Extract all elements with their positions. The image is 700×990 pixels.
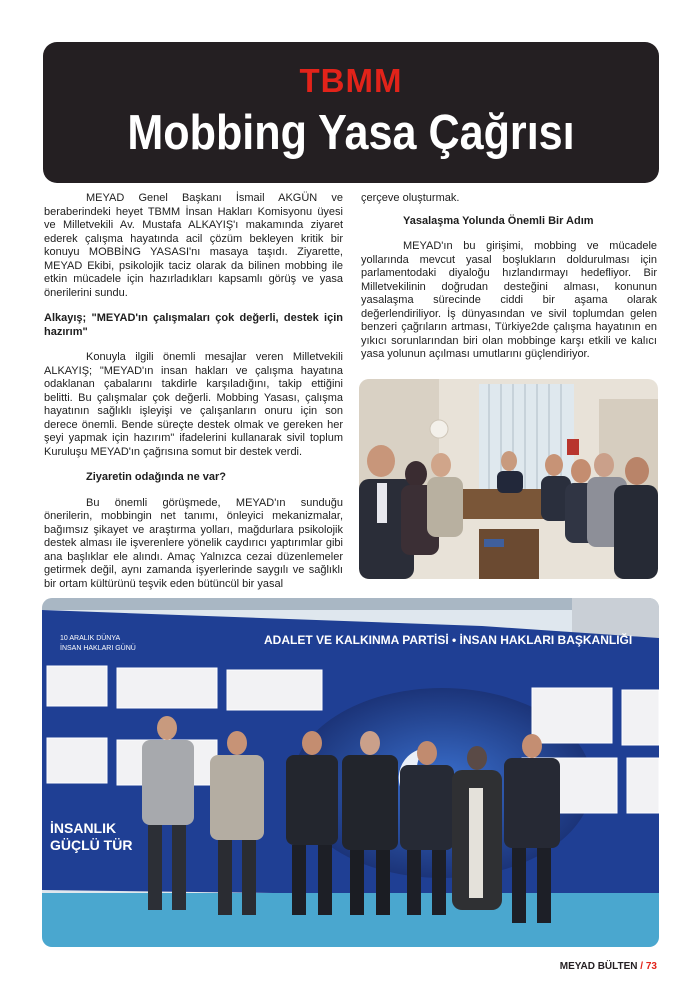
- alkayis-paragraph: Konuyla ilgili önemli mesajlar veren Milletvekili ALKAYIŞ; "MEYAD'ın insan hakları ve çalışma hayatına odaklanan çabalarını takdirle karşıladığını, takip ettiğini belitti. Bu çalışmalar çok değerli. Mobbing Yasası, çalışma hayatının sağlıklı işleyişi ve çalışanların onuru için son derece önemli. Bende süreçte destek olmak ve gereken her şeyi yapmak için hazırım" ifadelerini kullanarak sivil toplum Kuruluşu MEYAD'ın çağrısına somut bir destek verdi.: [44, 351, 343, 458]
- banner-title: ADALET VE KALKINMA PARTİSİ • İNSAN HAKLARI BAŞKANLIĞI: [264, 633, 633, 647]
- banner-slogan-1: İNSANLIK: [50, 820, 117, 836]
- banner-day-line: İNSAN HAKLARI GÜNÜ: [60, 645, 136, 652]
- banner-slogan-2: GÜÇLÜ TÜR: [50, 837, 133, 853]
- subheading-legislation: Yasalaşma Yolunda Önemli Bir Adım: [403, 214, 594, 227]
- meeting-photo: [359, 379, 658, 579]
- subheading-focus: Ziyaretin odağında ne var?: [86, 471, 226, 483]
- right-column: [361, 192, 657, 362]
- group-photo: [42, 598, 659, 947]
- section-kicker: TBMM: [299, 62, 403, 99]
- publication-name: MEYAD BÜLTEN: [559, 961, 638, 972]
- footer-separator: /: [637, 961, 646, 972]
- left-column: [44, 192, 343, 591]
- page-number: 73: [645, 961, 657, 972]
- article-header: [43, 42, 659, 183]
- subheading-alkayis: Alkayış; "MEYAD'ın çalışmaları çok değerli, destek için hazırım": [44, 312, 343, 338]
- banner-date-line: 10 ARALIK DÜNYA: [60, 635, 121, 642]
- legislation-paragraph: MEYAD'ın bu girişimi, mobbing ve mücadele yollarında mevcut yasal boşlukların doldurulması için parlamentodaki diyaloğu hızlandırmayı hedefliyor. Bir Milletvekilinin doğrudan desteğini alması, konunun yasalaşma sürecinde ciddi bir aşama olarak değerlendiriliyor. İş dünyasından ve sivil toplumdan gelen benzeri çağrıların artması, Türkiye2de çalışma hayatının en yıkıcı sorunlarından biri olan mobbinge karşı etkili ve kalıcı yasa yolunun açılması umutlarını güçlendiriyor.: [361, 240, 657, 360]
- focus-paragraph: Bu önemli görüşmede, MEYAD'ın sunduğu önerilerin, mobbingin net tanımı, önleyici mekanizmalar, bağımsız şikayet ve araştırma yolları, mağdurlara psikolojik destek alması ile işverenlere yönelik caydırıcı yaptırımlar gibi ana başlıklar ele alındı. Amaç Yalnızca cezai düzenlemeler getirmek değil, aynı zamanda işyerlerinde saygılı ve sağlıklı bir ortam kültürünü teşvik eden bütüncül bir yasal: [44, 496, 343, 590]
- continued-text: çerçeve oluşturmak.: [361, 192, 460, 204]
- intro-paragraph: MEYAD Genel Başkanı İsmail AKGÜN ve beraberindeki heyet TBMM İnsan Hakları Komisyonu üyesi ve Milletvekili Av. Mustafa ALKAYIŞ'ı makamında ziyaret ederek çalışma hayatında acil çözüm bekleyen kritik bir konuyu MOBBİNG YASASI'nı masaya taşıdı. Ziyarette, MEYAD Ekibi, psikolojik taciz olarak da bilinen mobbing ile etkin mücadele için hazırladıkları kapsamlı görüş ve yasa önerilerini sundu.: [44, 192, 343, 299]
- article-title: Mobbing Yasa Çağrısı: [127, 106, 575, 160]
- page-footer: [560, 961, 657, 972]
